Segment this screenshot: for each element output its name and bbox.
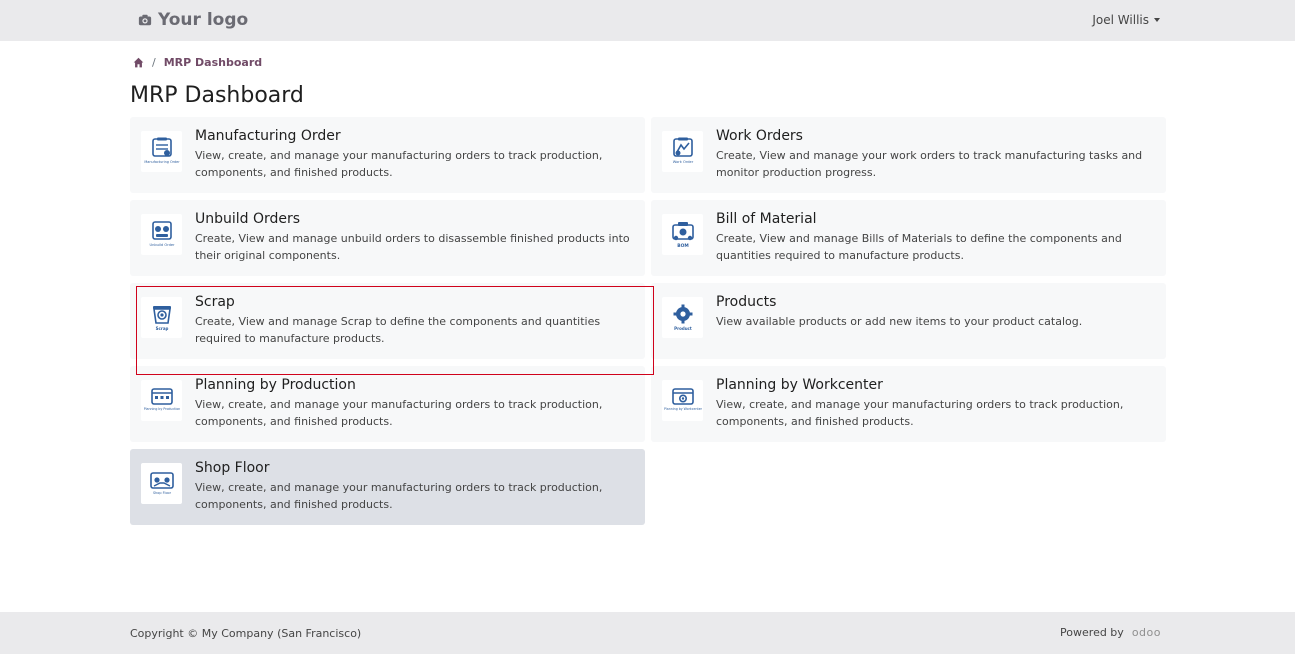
card-planning-by-workcenter[interactable]	[651, 366, 1166, 442]
svg-text:Scrap: Scrap	[155, 325, 168, 331]
manufacturing-order-icon	[141, 131, 182, 172]
card-description: View, create, and manage your manufacturing orders to track production, components, and finished products.	[195, 481, 603, 511]
card-description: View, create, and manage your manufacturing orders to track production, components, and finished products.	[716, 398, 1124, 428]
user-menu-dropdown[interactable]	[1092, 13, 1160, 27]
breadcrumb-current: MRP Dashboard	[163, 56, 263, 69]
scrap-icon	[141, 297, 182, 338]
card-title: Planning by Workcenter	[716, 377, 883, 393]
card-shop-floor[interactable]	[130, 449, 645, 525]
card-work-orders[interactable]	[651, 117, 1166, 193]
top-navbar	[0, 0, 1295, 41]
card-products[interactable]	[651, 283, 1166, 359]
svg-text:Work Order: Work Order	[672, 159, 693, 164]
card-title: Planning by Production	[195, 377, 356, 393]
shop-floor-icon	[141, 463, 182, 504]
breadcrumb	[133, 56, 262, 69]
card-title: Work Orders	[716, 128, 803, 144]
card-title: Bill of Material	[716, 211, 817, 227]
svg-text:Planning by Production: Planning by Production	[143, 406, 180, 411]
card-description: Create, View and manage Scrap to define the components and quantities required to manufacture products.	[195, 315, 601, 345]
card-title: Products	[716, 294, 777, 310]
logo-text: Your logo	[158, 10, 249, 30]
copyright-text: Copyright © My Company (San Francisco)	[130, 627, 362, 640]
card-description: Create, View and manage unbuild orders to disassemble finished products into their original components.	[195, 232, 630, 262]
card-description: Create, View and manage Bills of Materials to define the components and quantities required to manufacture products.	[716, 232, 1122, 262]
card-description: View available products or add new items to your product catalog.	[716, 315, 1083, 328]
card-description: View, create, and manage your manufacturing orders to track production, components, and finished products.	[195, 398, 603, 428]
card-description: Create, View and manage your work orders to track manufacturing tasks and monitor production progress.	[716, 149, 1143, 179]
camera-icon	[138, 13, 152, 27]
planning-production-icon	[141, 380, 182, 421]
footer	[0, 612, 1295, 654]
card-bill-of-material[interactable]	[651, 200, 1166, 276]
planning-workcenter-icon	[662, 380, 703, 421]
card-planning-by-production[interactable]	[130, 366, 645, 442]
svg-text:Unbuild Order: Unbuild Order	[148, 242, 175, 247]
breadcrumb-separator: /	[152, 56, 156, 69]
svg-text:Product: Product	[673, 325, 692, 331]
powered-by-label: Powered by	[1060, 626, 1124, 639]
bom-icon	[662, 214, 703, 255]
work-order-icon	[662, 131, 703, 172]
card-title: Manufacturing Order	[195, 128, 341, 144]
home-icon[interactable]	[133, 57, 144, 68]
card-manufacturing-order[interactable]	[130, 117, 645, 193]
svg-text:BOM: BOM	[676, 243, 689, 249]
card-title: Shop Floor	[195, 460, 270, 476]
card-unbuild-orders[interactable]	[130, 200, 645, 276]
page-title: MRP Dashboard	[130, 83, 304, 108]
unbuild-order-icon	[141, 214, 182, 255]
svg-text:Manufacturing Order: Manufacturing Order	[143, 159, 180, 164]
company-logo[interactable]	[138, 9, 248, 31]
svg-text:Shop Floor: Shop Floor	[152, 490, 171, 495]
card-description: View, create, and manage your manufacturing orders to track production, components, and finished products.	[195, 149, 603, 179]
card-title: Scrap	[195, 294, 235, 310]
odoo-logo[interactable]: odoo	[1131, 626, 1161, 639]
svg-text:Planning by Workcenter: Planning by Workcenter	[663, 406, 702, 411]
powered-by	[1060, 626, 1161, 639]
caret-down-icon	[1154, 18, 1160, 22]
card-scrap[interactable]	[130, 283, 645, 359]
user-name: Joel Willis	[1092, 13, 1149, 27]
product-icon	[662, 297, 703, 338]
card-title: Unbuild Orders	[195, 211, 301, 227]
